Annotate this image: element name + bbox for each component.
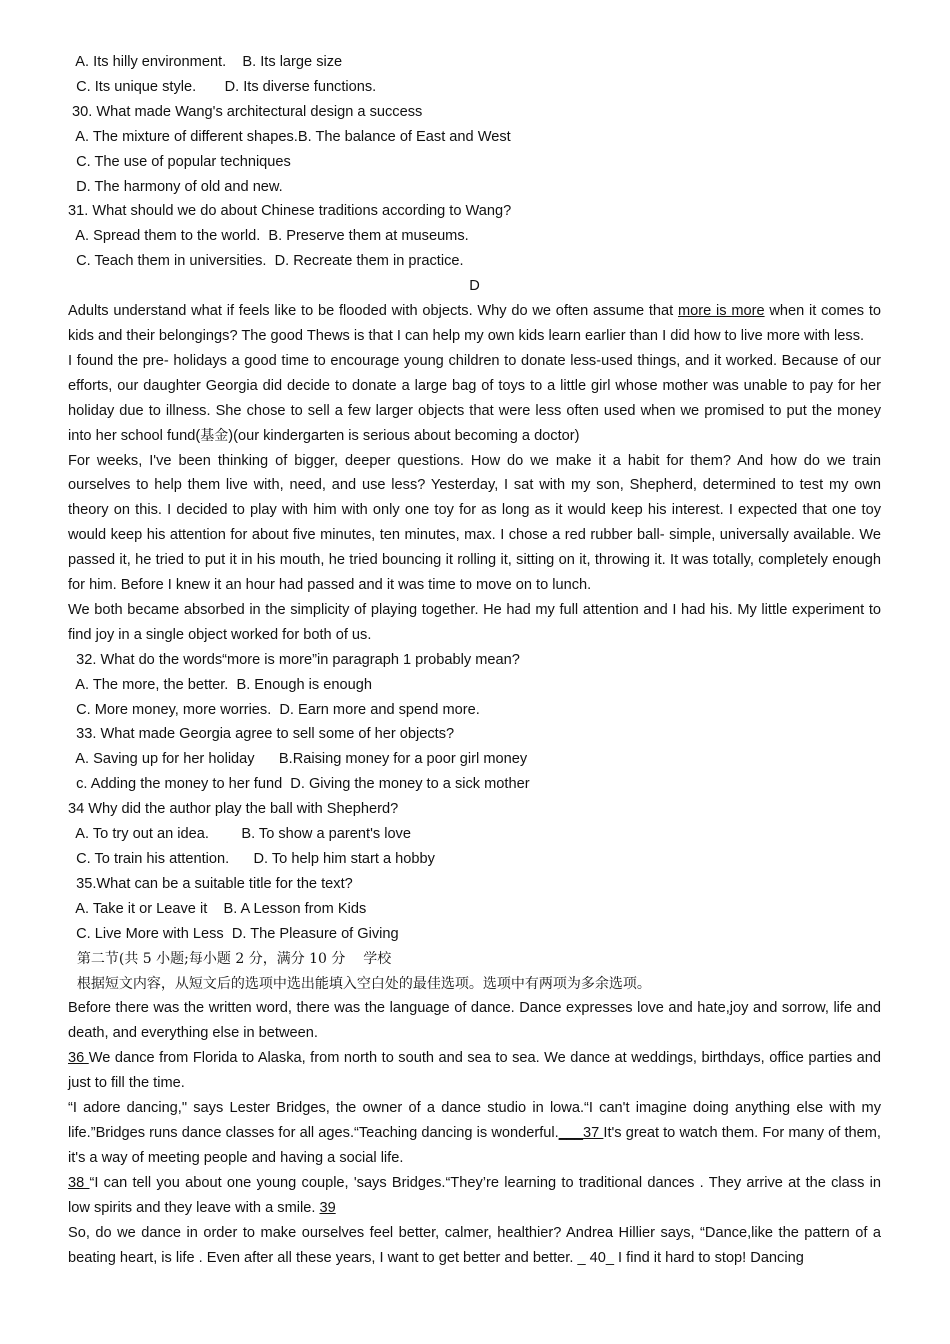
dance-paragraph-4 (68, 1171, 881, 1221)
q29-option-c: C. Its unique style. (68, 78, 197, 95)
q35-stem: 35.What can be a suitable title for the text? (68, 875, 353, 892)
more-is-more-underlined: more is more (678, 303, 765, 320)
p3-dance-text-before: “I adore dancing," says Lester Bridges, the owner of a dance studio in lowa.“I can't imagine doing anything else with my life.”Bridges runs dance classes for all ages.“Teaching dancing is wonderful. (68, 1100, 881, 1141)
p2-text-before: I found the pre- holidays a good time to encourage young children to donate less-used things, and it worked. Because of our efforts, our daughter Georgia did decide to donate a large bag of toys to a little girl whose mother was unable to pay for her holiday due to illness. She chose to sell a few larger objects that were less often used when we promised to put the money into her school fund( (68, 352, 881, 444)
q33-options-ab (68, 747, 881, 772)
q32-stem: 32. What do the words“more is more”in paragraph 1 probably mean? (68, 651, 520, 668)
dance-paragraph-1: Before there was the written word, there was the language of dance. Dance expresses love and hate,joy and sorrow, life and death, and everything else in between. (68, 1000, 881, 1042)
section-two-heading: 第二节(共 5 小题;每小题 2 分，满分 10 分 学校 (68, 950, 392, 967)
q29-options-ab (68, 50, 881, 75)
q34-option-c: C. To train his attention. (68, 851, 230, 867)
q33-option-b: B.Raising money for a poor girl money (278, 751, 528, 768)
blank-40: _ 40_ (577, 1249, 614, 1266)
q31-stem: 31. What should we do about Chinese traditions according to Wang? (68, 203, 512, 220)
q34-option-a: A. To try out an idea. (68, 826, 209, 843)
p2-text-after: )(our kindergarten is serious about becoming a doctor) (228, 427, 580, 444)
q33-option-a: A. Saving up for her holiday (68, 751, 255, 768)
passage-d-paragraph-1 (68, 299, 881, 349)
p3-dance-text-after: It's great to watch them. For many of them, it's a way of meeting people and having a social life. (68, 1124, 881, 1166)
q29-option-d: D. Its diverse functions. (224, 78, 377, 95)
passage-d-paragraph-2 (68, 349, 881, 449)
q34-options-cd (68, 847, 881, 872)
q30-option-a: A. The mixture of different shapes. (68, 128, 298, 145)
passage-d-heading: D (469, 278, 480, 295)
blank-36: 36 (68, 1050, 89, 1067)
p1-text-before: Adults understand what if feels like to be flooded with objects. Why do we often assume that (68, 303, 678, 320)
q30-option-b: B. The balance of East and West (297, 128, 511, 145)
passage-d-paragraph-4: We both became absorbed in the simplicity of playing together. He had my full attention and I had his. My little experiment to find joy in a single object worked for both of us. (68, 601, 881, 643)
p5-dance-text-after: I find it hard to stop! Dancing (614, 1249, 804, 1266)
q33-options-cd: c. Adding the money to her fund D. Giving the money to a sick mother (68, 776, 530, 793)
section-two-instructions: 根据短文内容，从短文后的选项中选出能填入空白处的最佳选项。选项中有两项为多余选项。 (68, 975, 651, 992)
document-content (68, 50, 881, 1270)
p2-dance-text: We dance from Florida to Alaska, from north to south and sea to sea. We dance at weddings, birthdays, office parties and just to fill the time. (68, 1050, 882, 1092)
dance-paragraph-2 (68, 1046, 881, 1096)
q29-option-a: A. Its hilly environment. (68, 54, 227, 70)
q35-options-cd: C. Live More with Less D. The Pleasure of Giving (68, 925, 399, 942)
blank-38: 38 (68, 1174, 90, 1191)
q32-options-ab: A. The more, the better. B. Enough is enough (68, 676, 372, 693)
q31-options-ab: A. Spread them to the world. B. Preserve them at museums. (68, 228, 469, 245)
q29-option-b: B. Its large size (242, 54, 343, 70)
p4-dance-text: “I can tell you about one young couple, 'says Bridges.“They’re learning to traditional dances . They arrive at the class in low spirits and they leave with a smile. (68, 1174, 881, 1216)
q30-option-d: D. The harmony of old and new. (68, 178, 283, 195)
q29-options-cd (68, 75, 881, 100)
p5-dance-text-before: So, do we dance in order to make ourselves feel better, calmer, healthier? Andrea Hillier says, “Dance,like the pattern of a beating heart, is life . Even after all these years, I want to get better and better. (68, 1224, 881, 1266)
q34-stem: 34 Why did the author play the ball with Shepherd? (68, 801, 399, 818)
q30-options-ab (68, 125, 881, 150)
q31-options-cd: C. Teach them in universities. D. Recreate them in practice. (68, 253, 464, 270)
blank-37: ___37 (558, 1124, 604, 1141)
p2-chinese-term: 基金 (200, 427, 229, 444)
q30-option-c: C. The use of popular techniques (68, 153, 291, 170)
dance-paragraph-5 (68, 1221, 881, 1271)
passage-d-paragraph-3: For weeks, I've been thinking of bigger, deeper questions. How do we make it a habit for them? And how do we train ourselves to help them live with, need, and use less? Yesterday, I sat with my son, Shepherd, determined to test my own theory on this. I decided to play with him with only one toy for as long as it would keep his interest. I expected that one toy would keep his attention for about five minutes, ten minutes, max. I chose a red rubber ball- simple, universally available. We passed it, he tried to put it in his mouth, he tried bouncing it rolling it, sitting on it, throwing it. It was totally, completely enough for him. Before I knew it an hour had passed and it was time to move on to lunch. (68, 452, 881, 594)
p1-text-after: when it comes to kids and their belongings? The good Thews is that I can help my own kids learn earlier than I did how to live more with less. (68, 303, 881, 344)
dance-paragraph-3 (68, 1096, 881, 1171)
blank-39: 39 (319, 1199, 336, 1216)
q33-stem: 33. What made Georgia agree to sell some of her objects? (68, 726, 455, 743)
q30-stem: 30. What made Wang's architectural design a success (68, 103, 423, 120)
q34-option-d: D. To help him start a hobby (253, 851, 435, 867)
q34-option-b: B. To show a parent's love (241, 826, 411, 843)
q34-options-ab (68, 822, 881, 847)
q35-options-ab: A. Take it or Leave it B. A Lesson from Kids (68, 900, 367, 917)
q32-options-cd: C. More money, more worries. D. Earn more and spend more. (68, 701, 480, 718)
